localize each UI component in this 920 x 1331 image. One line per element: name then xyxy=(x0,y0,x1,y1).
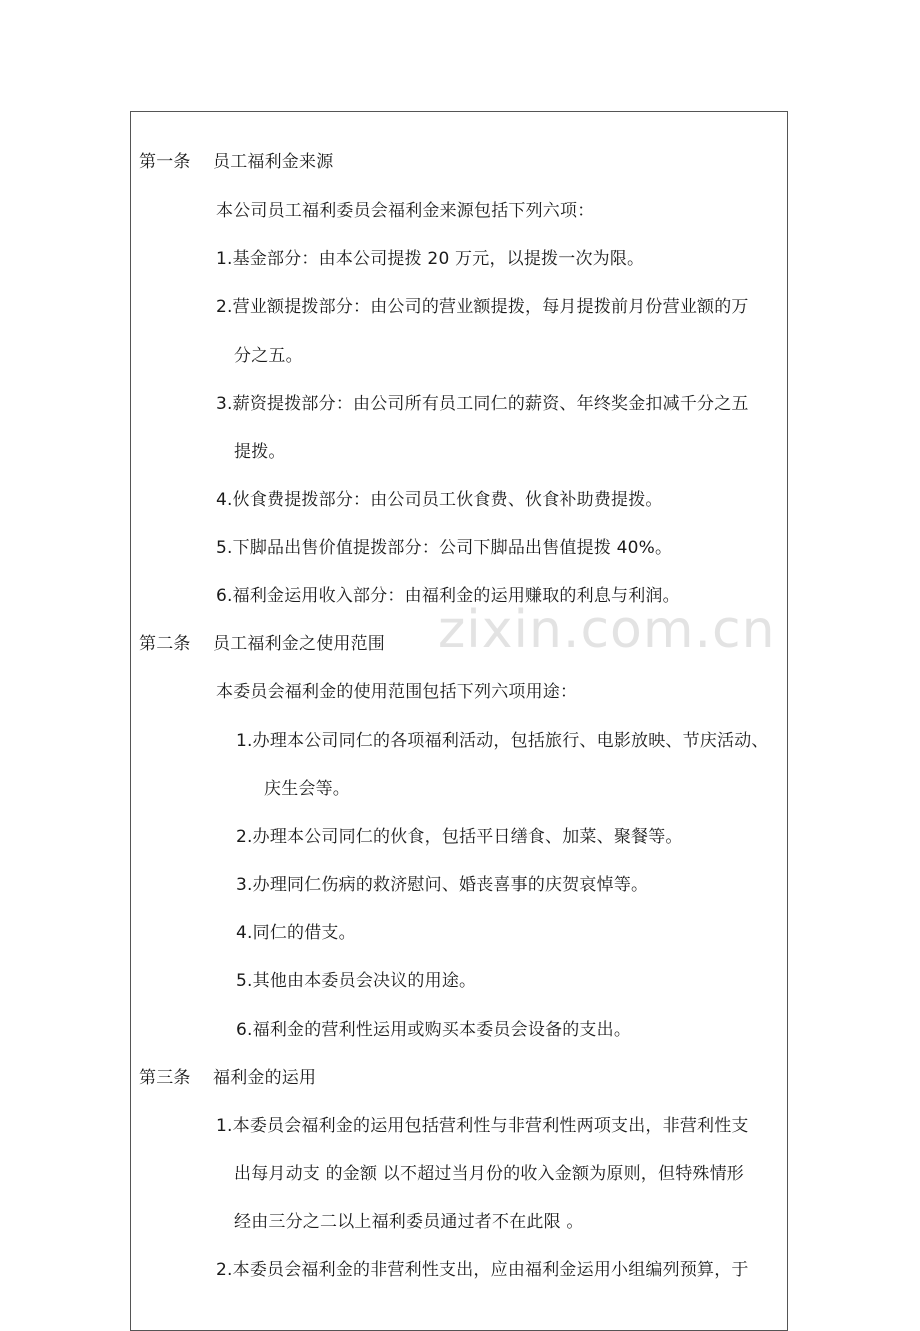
section-title: 员工福利金之使用范围 xyxy=(213,634,385,654)
section-number: 第二条 xyxy=(139,634,191,654)
list-item-continuation: 提拨。 xyxy=(234,442,286,462)
section-number: 第三条 xyxy=(139,1068,191,1088)
list-item: 5.下脚品出售价值提拨部分：公司下脚品出售值提拨 40%。 xyxy=(216,538,673,558)
list-item: 1.办理本公司同仁的各项福利活动，包括旅行、电影放映、节庆活动、 xyxy=(236,731,769,751)
section-number: 第一条 xyxy=(139,152,191,172)
list-item-continuation: 庆生会等。 xyxy=(264,779,350,799)
section-3-heading xyxy=(139,1067,316,1089)
list-item-continuation: 分之五。 xyxy=(234,346,303,366)
list-item: 2.办理本公司同仁的伙食，包括平日缮食、加菜、聚餐等。 xyxy=(236,827,683,847)
section-title: 员工福利金来源 xyxy=(213,152,334,172)
watermark: zixin.com.cn xyxy=(438,600,776,660)
document-border xyxy=(130,111,788,1331)
list-item-continuation: 出每月动支 的金额 以不超过当月份的收入金额为原则，但特殊情形 xyxy=(234,1164,745,1184)
list-item: 1.基金部分：由本公司提拨 20 万元，以提拨一次为限。 xyxy=(216,249,645,269)
list-item: 6.福利金运用收入部分：由福利金的运用赚取的利息与利润。 xyxy=(216,586,680,606)
list-item-continuation: 经由三分之二以上福利委员通过者不在此限 。 xyxy=(234,1212,584,1232)
list-item: 3.薪资提拨部分：由公司所有员工同仁的薪资、年终奖金扣减千分之五 xyxy=(216,394,749,414)
list-item: 1.本委员会福利金的运用包括营利性与非营利性两项支出，非营利性支 xyxy=(216,1116,749,1136)
section-intro: 本委员会福利金的使用范围包括下列六项用途： xyxy=(216,682,578,702)
list-item: 2.营业额提拨部分：由公司的营业额提拨，每月提拨前月份营业额的万 xyxy=(216,297,749,317)
list-item: 6.福利金的营利性运用或购买本委员会设备的支出。 xyxy=(236,1020,632,1040)
section-2-heading xyxy=(139,633,385,655)
section-intro: 本公司员工福利委员会福利金来源包括下列六项： xyxy=(216,201,595,221)
section-title: 福利金的运用 xyxy=(213,1068,317,1088)
list-item: 2.本委员会福利金的非营利性支出，应由福利金运用小组编列预算，于 xyxy=(216,1260,749,1280)
list-item: 3.办理同仁伤病的救济慰问、婚丧喜事的庆贺哀悼等。 xyxy=(236,875,649,895)
list-item: 4.伙食费提拨部分：由公司员工伙食费、伙食补助费提拨。 xyxy=(216,490,663,510)
section-1-heading xyxy=(139,151,333,173)
list-item: 4.同仁的借支。 xyxy=(236,923,356,943)
list-item: 5.其他由本委员会决议的用途。 xyxy=(236,971,477,991)
